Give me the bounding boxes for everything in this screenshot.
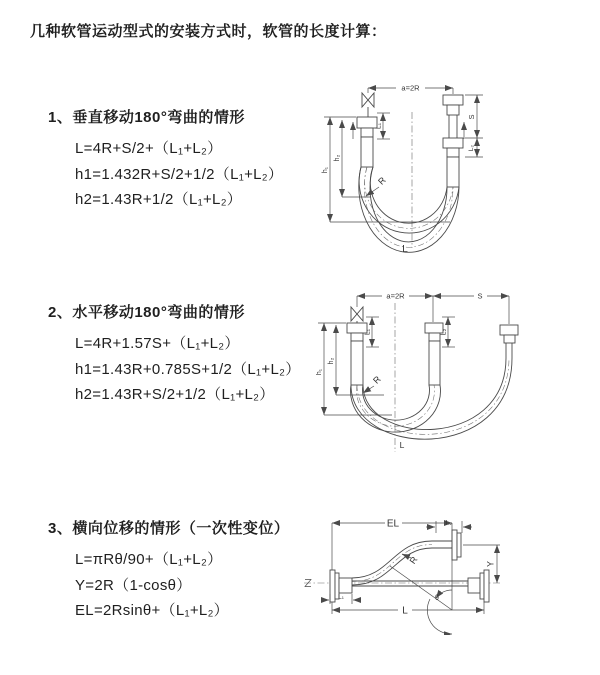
straight-hose: [352, 581, 468, 586]
upper-flange: [432, 530, 461, 560]
dim-l1-label: L₁: [375, 122, 383, 130]
valve-icon: [362, 88, 374, 117]
dim-h2-label: h₂: [328, 357, 335, 365]
dim-l2-label: L₂: [468, 144, 475, 152]
dim-l2-label: L₂: [440, 328, 448, 336]
formula-line: h1=1.432R+S/2+1/2（L₁+L₂）: [75, 165, 284, 183]
displaced-hose: [352, 541, 432, 585]
dim-h1-label: h₁: [316, 368, 323, 376]
section-3-heading: 3、横向位移的情形（一次性变位）: [48, 520, 290, 537]
right-fitting: [500, 325, 518, 358]
page-title: 几种软管运动型式的安装方式时，软管的长度计算：: [30, 23, 387, 40]
section-2-formulas: [48, 331, 301, 408]
dim-l2-label: L₂: [445, 519, 453, 527]
section-1: [48, 108, 283, 213]
angle-theta-label: θ: [435, 595, 439, 602]
dim-l1-label: L₁: [338, 593, 344, 601]
dim-l1-label: L₁: [364, 328, 372, 336]
radius-label: R: [371, 374, 383, 386]
length-label: L: [402, 244, 408, 255]
radius-label: R: [376, 175, 388, 187]
diagram-horizontal-movement: [316, 288, 526, 460]
formula-line: EL=2Rsinθ+（L₁+L₂）: [75, 602, 229, 619]
dim-s-label: S: [467, 114, 476, 120]
formula-line: Y=2R（1-cosθ）: [75, 576, 192, 594]
section-2: [48, 303, 301, 408]
angle-leg: [390, 566, 452, 610]
diagram-vertical-movement: [315, 80, 490, 255]
section-1-heading: 1、垂直移动180°弯曲的情形: [48, 109, 245, 126]
formula-line: h2=1.43R+1/2（L₁+L₂）: [75, 191, 243, 208]
section-3: [48, 519, 289, 624]
formula-line: L=πRθ/90+（L₁+L₂）: [75, 551, 223, 568]
section-3-formulas: [48, 547, 289, 624]
dimensions: [322, 518, 500, 635]
dim-s-label: S: [477, 291, 483, 301]
radius-label: R: [407, 554, 420, 566]
right-flange: [468, 570, 489, 602]
left-fitting: [357, 117, 377, 167]
dim-el-label: EL: [386, 518, 400, 530]
dim-h1-label: h₁: [322, 166, 329, 174]
formula-line: h1=1.43R+0.785S+1/2（L₁+L₂）: [75, 360, 301, 378]
section-2-heading: 2、水平移动180°弯曲的情形: [48, 304, 245, 321]
dim-l-label: L: [402, 605, 408, 617]
length-label: L: [399, 440, 405, 450]
valve-icon: [351, 296, 363, 323]
formula-line: L=4R+1.57S+（L₁+L₂）: [75, 335, 240, 352]
dim-a2r-label: a=2R: [386, 291, 405, 301]
dim-y-label: Y: [485, 560, 496, 568]
formula-line: h2=1.43R+S/2+1/2（L₁+L₂）: [75, 386, 275, 403]
dim-a2r-label: a=2R: [401, 83, 420, 93]
section-1-formulas: [48, 136, 283, 213]
formula-line: L=4R+S/2+（L₁+L₂）: [75, 140, 223, 157]
diagram-lateral-displacement: [300, 515, 505, 635]
hose-curves: [359, 112, 459, 252]
right-fitting: [443, 95, 463, 187]
dim-h2-label: h₂: [334, 154, 341, 162]
dimensions: [316, 291, 509, 450]
